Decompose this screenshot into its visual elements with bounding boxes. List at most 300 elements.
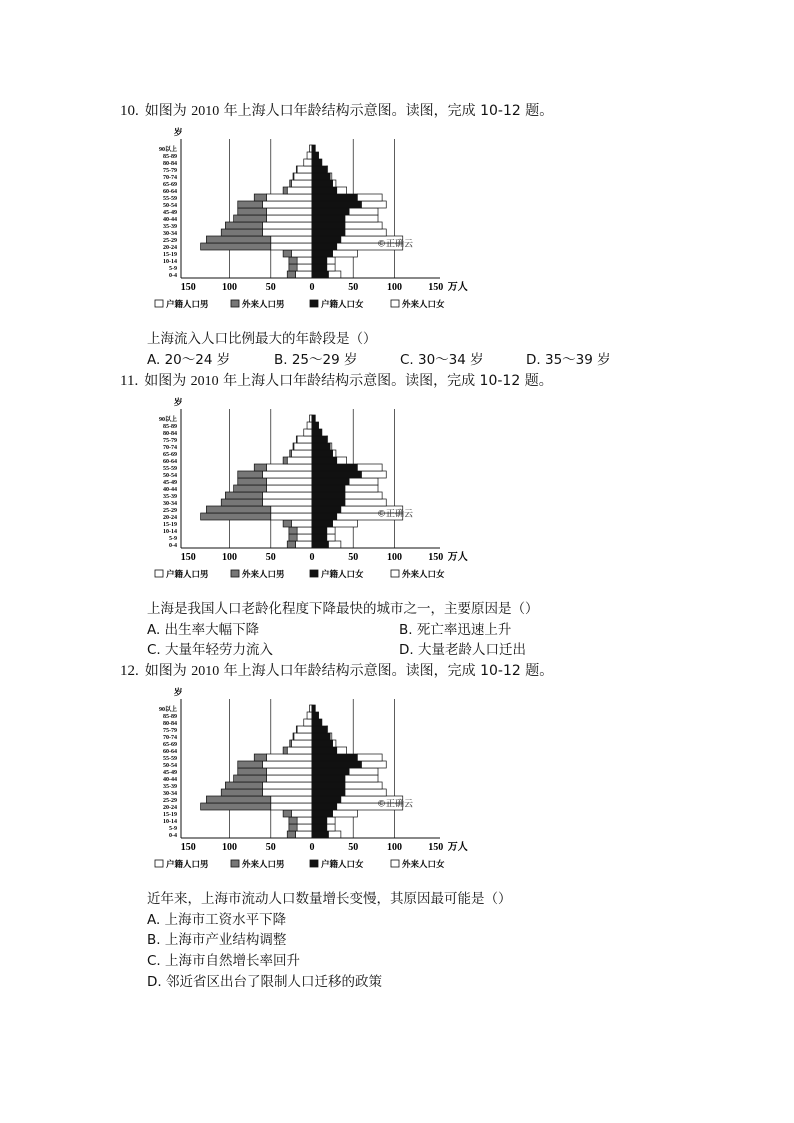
bar-wailai-male [283,250,291,257]
legend-label: 外来人口男 [242,860,285,870]
bar-huji-male [287,187,312,194]
age-label: 65-69 [163,742,177,748]
bar-wailai-male [289,527,297,534]
x-tick-label: 100 [222,552,237,563]
bar-wailai-female [345,499,386,506]
bar-huji-male [263,499,313,506]
x-tick-label: 150 [180,282,196,293]
bar-wailai-female [327,436,328,443]
bar-huji-female [312,499,345,506]
age-label: 85-89 [163,714,177,720]
x-tick-label: 100 [387,282,402,293]
bar-wailai-male [289,534,297,541]
title-year: 2010 [190,374,219,389]
option-c[interactable]: C. 30～34 岁 [400,352,484,368]
bar-huji-male [271,796,312,803]
bar-huji-male [297,817,312,824]
x-tick-label: 150 [428,552,444,563]
bar-huji-female [312,485,345,492]
age-label: 35-39 [163,784,177,790]
option-d[interactable]: D. 35～39 岁 [526,352,611,368]
bar-huji-female [312,152,319,159]
age-label: 0-4 [169,833,177,839]
age-label: 25-29 [163,238,177,244]
bar-wailai-female [333,740,336,747]
bar-huji-male [294,733,312,740]
bar-wailai-female [357,464,382,471]
bar-huji-male [267,464,312,471]
bar-huji-female [312,229,345,236]
bar-huji-female [312,436,327,443]
age-label: 45-49 [163,480,177,486]
age-label: 30-34 [163,501,177,507]
age-label: 5-9 [169,826,177,832]
bar-huji-male [287,457,312,464]
bar-huji-female [312,754,357,761]
bar-wailai-female [345,789,386,796]
bar-wailai-female [337,187,347,194]
bar-huji-female [312,450,333,457]
bar-huji-male [291,450,312,457]
bar-wailai-female [345,215,378,222]
bar-huji-male [291,250,312,257]
bar-huji-male [263,789,313,796]
legend-label: 户籍人口男 [166,860,209,870]
question-title [120,660,553,680]
legend-swatch [231,300,239,307]
bar-huji-male [297,534,312,541]
bar-huji-male [294,443,312,450]
bar-huji-male [271,236,312,243]
bar-wailai-female [333,520,358,527]
bar-wailai-male [287,831,295,838]
age-label: 90以上 [158,417,177,423]
age-label: 25-29 [163,798,177,804]
option-d[interactable]: D. 大量老龄人口迁出 [399,642,526,658]
legend-swatch [155,300,163,307]
bar-wailai-male [238,201,263,208]
y-unit-label: 岁 [174,128,183,138]
bar-wailai-female [362,761,387,768]
bar-wailai-male [289,817,297,824]
bar-wailai-male [289,257,297,264]
age-label: 55-59 [163,756,177,762]
bar-wailai-male [201,803,271,810]
bar-huji-male [267,215,312,222]
bar-huji-female [312,243,337,250]
legend-label: 户籍人口女 [321,860,364,870]
option-c[interactable]: C. 上海市自然增长率回升 [147,953,301,969]
bar-huji-male [307,422,312,429]
bar-wailai-male [221,789,262,796]
bar-wailai-female [362,201,387,208]
bar-wailai-male [254,754,266,761]
age-label: 50-54 [163,763,177,769]
bar-huji-male [297,257,312,264]
legend-swatch [391,570,399,577]
population-pyramid-chart [145,680,468,880]
bar-huji-female [312,712,319,719]
legend-swatch [155,860,163,867]
bar-wailai-female [345,222,382,229]
age-label: 75-79 [163,728,177,734]
question-title [120,370,553,390]
bar-wailai-male [234,775,267,782]
x-tick-label: 100 [387,842,402,853]
bar-huji-male [294,173,312,180]
y-unit-label: 岁 [174,688,183,698]
bar-huji-female [312,166,327,173]
option-a[interactable]: A. 出生率大幅下降 [147,622,260,638]
legend-label: 外来人口男 [242,300,285,310]
bar-wailai-male [283,457,287,464]
bar-huji-female [312,719,322,726]
bar-huji-female [312,761,362,768]
option-b[interactable]: B. 25～29 岁 [274,352,358,368]
question-title [120,100,553,120]
age-label: 65-69 [163,182,177,188]
bar-wailai-male [238,761,263,768]
x-tick-label: 150 [180,552,196,563]
age-label: 45-49 [163,770,177,776]
bar-huji-male [267,768,312,775]
question-12 [0,660,794,990]
age-label: 75-79 [163,438,177,444]
bar-huji-female [312,194,357,201]
bar-wailai-female [337,747,347,754]
bar-huji-female [312,250,333,257]
bar-huji-female [312,208,349,215]
question-10 [0,100,794,400]
bar-huji-female [312,464,357,471]
bar-wailai-male [296,726,297,733]
option-b[interactable]: B. 上海市产业结构调整 [147,932,287,948]
bar-wailai-male [290,180,292,187]
bar-wailai-male [283,747,287,754]
age-label: 45-49 [163,210,177,216]
population-pyramid-chart [145,120,468,320]
bar-wailai-male [290,740,292,747]
age-label: 75-79 [163,168,177,174]
bar-huji-female [312,422,319,429]
bar-wailai-male [289,824,297,831]
age-label: 15-19 [163,252,177,258]
bar-huji-female [312,726,327,733]
bar-wailai-male [234,485,267,492]
bar-wailai-female [329,271,341,278]
bar-huji-female [312,492,345,499]
legend-label: 外来人口女 [402,300,445,310]
bar-wailai-female [345,485,378,492]
age-label: 65-69 [163,452,177,458]
pyramid-svg [145,120,468,320]
bar-huji-male [267,775,312,782]
question-number: 10. [120,103,139,119]
watermark: ©正确云 [377,799,414,810]
bar-huji-female [312,810,333,817]
bar-huji-male [291,740,312,747]
age-label: 35-39 [163,494,177,500]
option-d[interactable]: D. 邻近省区出台了限制人口迁移的政策 [147,974,382,990]
x-tick-label: 50 [265,282,276,293]
bar-huji-male [296,271,313,278]
legend-label: 外来人口女 [402,860,445,870]
option-a[interactable]: A. 20～24 岁 [147,352,231,368]
bar-huji-male [291,520,312,527]
bar-huji-male [263,229,313,236]
bar-huji-male [297,166,312,173]
bar-huji-female [312,817,327,824]
bar-huji-male [297,824,312,831]
pyramid-svg [145,680,468,880]
age-label: 60-64 [163,189,177,195]
bar-wailai-female [327,534,335,541]
bar-huji-female [312,257,327,264]
bar-huji-female [312,740,333,747]
bar-huji-male [304,429,312,436]
legend-swatch [391,300,399,307]
bar-wailai-female [345,229,386,236]
x-unit-label: 万人 [447,842,468,853]
bar-wailai-male [293,733,294,740]
age-label: 5-9 [169,266,177,272]
bar-huji-male [296,541,313,548]
x-tick-label: 150 [428,282,444,293]
age-label: 10-14 [163,529,177,535]
bar-huji-female [312,747,337,754]
bar-wailai-male [287,271,295,278]
age-label: 10-14 [163,259,177,265]
bar-huji-female [312,782,345,789]
bar-wailai-male [238,768,267,775]
age-label: 30-34 [163,231,177,237]
bar-wailai-male [293,443,294,450]
bar-wailai-male [225,492,262,499]
age-label: 70-74 [163,175,177,181]
title-pre: 如图为 [144,663,187,679]
bar-huji-female [312,506,341,513]
legend-label: 外来人口男 [242,570,285,580]
bar-wailai-female [330,173,332,180]
age-label: 30-34 [163,791,177,797]
age-label: 15-19 [163,812,177,818]
x-tick-label: 0 [309,552,315,563]
option-c[interactable]: C. 大量年轻劳力流入 [147,642,274,658]
bar-huji-female [312,264,327,271]
bar-wailai-male [283,187,287,194]
bar-huji-female [312,733,330,740]
bar-wailai-male [296,166,297,173]
bar-huji-male [297,726,312,733]
age-label: 85-89 [163,154,177,160]
bar-wailai-male [234,215,267,222]
x-tick-label: 150 [428,842,444,853]
title-pre: 如图为 [144,103,187,119]
bar-huji-male [263,492,313,499]
legend-label: 户籍人口女 [321,570,364,580]
bar-wailai-male [283,810,291,817]
age-label: 0-4 [169,543,177,549]
bar-huji-male [271,803,312,810]
option-a[interactable]: A. 上海市工资水平下降 [147,912,287,928]
question-stem: 近年来，上海市流动人口数量增长变慢，其原因最可能是（） [147,891,512,907]
bar-huji-female [312,796,341,803]
bar-huji-male [267,208,312,215]
bar-huji-female [312,775,345,782]
bar-wailai-female [327,824,335,831]
bar-wailai-female [333,180,336,187]
bar-wailai-female [337,457,347,464]
legend-swatch [310,300,318,307]
age-label: 80-84 [163,721,177,727]
bar-huji-male [263,782,313,789]
bar-huji-male [271,513,312,520]
bar-wailai-female [330,733,332,740]
question-stem: 上海流入人口比例最大的年龄段是（） [147,331,377,347]
bar-wailai-male [289,264,297,271]
bar-wailai-female [333,810,358,817]
x-tick-label: 50 [348,552,359,563]
x-tick-label: 100 [222,842,237,853]
legend-swatch [231,860,239,867]
age-label: 55-59 [163,196,177,202]
bar-huji-male [297,527,312,534]
bar-huji-male [304,159,312,166]
bar-wailai-female [333,250,358,257]
bar-huji-female [312,513,337,520]
x-unit-label: 万人 [447,282,468,293]
bar-wailai-female [345,775,378,782]
legend-swatch [391,860,399,867]
x-tick-label: 50 [265,552,276,563]
bar-wailai-female [333,450,336,457]
x-tick-label: 50 [348,842,359,853]
bar-huji-male [291,810,312,817]
bar-wailai-male [206,236,270,243]
bar-huji-female [312,478,349,485]
bar-huji-female [312,215,345,222]
age-label: 5-9 [169,536,177,542]
bar-huji-male [271,243,312,250]
age-label: 80-84 [163,161,177,167]
title-year: 2010 [191,664,220,679]
age-label: 85-89 [163,424,177,430]
bar-wailai-female [345,782,382,789]
bar-huji-male [307,152,312,159]
bar-wailai-female [327,264,335,271]
y-unit-label: 岁 [174,398,183,408]
age-label: 20-24 [163,805,177,811]
legend-swatch [155,570,163,577]
bar-wailai-male [201,513,271,520]
title-post: 年上海人口年龄结构示意图。读图，完成 10-12 题。 [223,663,554,679]
bar-wailai-male [221,499,262,506]
bar-huji-female [312,831,329,838]
x-unit-label: 万人 [447,552,468,563]
option-b[interactable]: B. 死亡率迅速上升 [399,622,512,638]
age-label: 20-24 [163,245,177,251]
bar-huji-female [312,180,333,187]
bar-wailai-male [238,471,263,478]
age-label: 25-29 [163,508,177,514]
question-number: 11. [120,373,139,389]
bar-wailai-female [327,166,328,173]
legend-label: 外来人口女 [402,570,445,580]
bar-wailai-male [283,520,291,527]
population-pyramid-chart [145,390,468,590]
bar-wailai-male [296,436,297,443]
bar-wailai-female [357,194,382,201]
title-year: 2010 [191,104,220,119]
bar-huji-male [263,222,313,229]
age-label: 60-64 [163,749,177,755]
legend-swatch [310,570,318,577]
x-tick-label: 50 [265,842,276,853]
legend-label: 户籍人口男 [166,300,209,310]
bar-huji-female [312,443,330,450]
bar-huji-female [312,236,341,243]
age-label: 70-74 [163,735,177,741]
bar-huji-female [312,527,327,534]
age-label: 90以上 [158,147,177,153]
bar-wailai-female [349,478,378,485]
bar-huji-female [312,471,362,478]
bar-huji-female [312,187,337,194]
age-label: 80-84 [163,431,177,437]
age-label: 15-19 [163,522,177,528]
bar-wailai-male [225,782,262,789]
bar-wailai-male [290,450,292,457]
age-label: 40-44 [163,777,177,783]
bar-wailai-female [330,443,332,450]
bar-huji-male [291,180,312,187]
bar-huji-male [307,712,312,719]
bar-wailai-female [327,726,328,733]
title-post: 年上海人口年龄结构示意图。读图，完成 10-12 题。 [223,373,553,389]
bar-huji-male [263,761,313,768]
age-label: 90以上 [158,707,177,713]
legend-label: 户籍人口女 [321,300,364,310]
bar-huji-male [267,478,312,485]
bar-wailai-male [254,194,266,201]
age-label: 10-14 [163,819,177,825]
bar-huji-male [267,485,312,492]
bar-wailai-male [206,796,270,803]
bar-wailai-male [206,506,270,513]
age-label: 60-64 [163,459,177,465]
bar-huji-female [312,534,327,541]
bar-wailai-female [329,831,341,838]
bar-wailai-female [327,817,335,824]
bar-wailai-male [293,173,294,180]
age-label: 55-59 [163,466,177,472]
bar-huji-male [267,754,312,761]
bar-huji-female [312,768,349,775]
age-label: 0-4 [169,273,177,279]
bar-wailai-male [238,478,267,485]
bar-huji-male [271,506,312,513]
bar-huji-female [312,222,345,229]
watermark: ©正确云 [377,509,414,520]
bar-huji-male [296,831,313,838]
bar-huji-female [312,520,333,527]
question-11 [0,370,794,670]
bar-wailai-male [287,541,295,548]
bar-huji-female [312,173,330,180]
x-tick-label: 0 [309,842,315,853]
x-tick-label: 50 [348,282,359,293]
bar-wailai-male [201,243,271,250]
